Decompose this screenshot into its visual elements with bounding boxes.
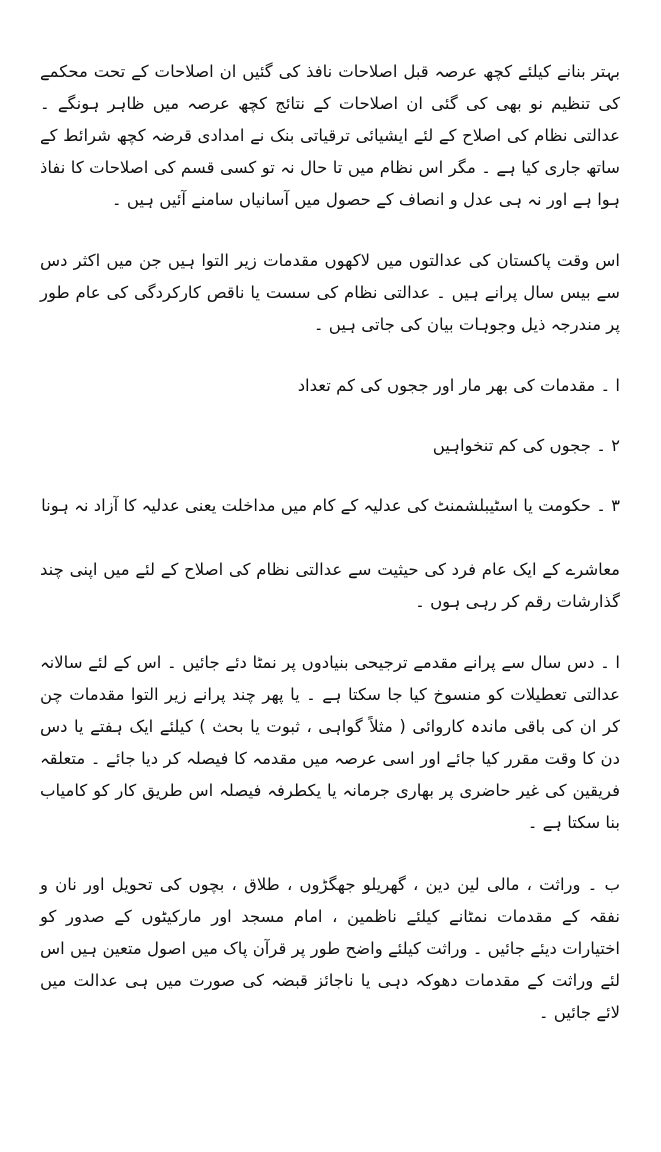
paragraph-intro-suggestions: معاشرے کے ایک عام فرد کی حیثیت سے عدالتی نظام کی اصلاح کے لئے میں اپنی چند گذارشات رقم کر رہی ہوں ۔	[40, 560, 620, 611]
suggestion-item-b: ب ۔ وراثت ، مالی لین دین ، گھریلو جھگڑوں ، طلاق ، بچوں کی تحویل اور نان و نفقہ کے مقدمات نمٹانے کیلئے ناظمین ، امام مسجد اور مارکیٹوں کے صدور کو اختیارات دیئے جائیں ۔ وراثت کیلئے واضح طور پر قرآن پاک میں اصول متعین ہیں اس لئے وراثت کے مقدمات دھوکہ دہی یا ناجائز قبضہ کی صورت میں ہی عدالت میں لائے جائیں ۔	[40, 875, 620, 1022]
paragraph-pending-cases: اس وقت پاکستان کی عدالتوں میں لاکھوں مقدمات زیر التوا ہیں جن میں اکثر دس سے بیس سال پرانے ہیں ۔ عدالتی نظام کی سست یا ناقص کارکردگی کی عام طور پر مندرجہ ذیل وجوہات بیان کی جاتی ہیں ۔	[40, 251, 620, 334]
document-page	[40, 56, 620, 1059]
reason-item-3: ۳ ۔ حکومت یا اسٹیبلشمنٹ کی عدلیہ کے کام میں مداخلت یعنی عدلیہ کا آزاد نہ ہونا	[41, 496, 620, 515]
paragraph-reforms: بہتر بنانے کیلئے کچھ عرصہ قبل اصلاحات نافذ کی گئیں ان اصلاحات کے تحت محکمے کی تنظیم نو بھی کی گئی ان اصلاحات کے نتائج کچھ عرصہ میں ظاہر ہونگے ۔ عدالتی نظام کی اصلاح کے لئے ایشیائی ترقیاتی بنک نے امدادی قرضہ کچھ شرائط کے ساتھ جاری کیا ہے ۔ مگر اس نظام میں تا حال نہ تو کسی قسم کی اصلاحات کا نفاذ ہوا ہے اور نہ ہی عدل و انصاف کے حصول میں آسانیاں سامنے آئیں ہیں ۔	[40, 62, 620, 209]
reason-item-1: ا ۔ مقدمات کی بھر مار اور ججوں کی کم تعداد	[297, 376, 620, 395]
reason-item-2: ۲ ۔ ججوں کی کم تنخواہیں	[432, 436, 620, 455]
suggestion-item-a: ا ۔ دس سال سے پرانے مقدمے ترجیحی بنیادوں پر نمٹا دئے جائیں ۔ اس کے لئے سالانہ عدالتی تعطیلات کو منسوخ کیا جا سکتا ہے ۔ یا پھر چند پرانے زیر التوا مقدمات چن کر ان کی باقی ماندہ کاروائی ( مثلاً گواہی ، ثبوت یا بحث ) کیلئے ایک ہفتے یا دس دن کا وقت مقرر کیا جائے اور اسی عرصہ میں مقدمہ کا فیصلہ کر دیا جائے ۔ متعلقہ فریقین کی غیر حاضری پر بھاری جرمانہ یا یکطرفہ فیصلہ اس طریق کار کو کامیاب بنا سکتا ہے ۔	[40, 653, 620, 832]
